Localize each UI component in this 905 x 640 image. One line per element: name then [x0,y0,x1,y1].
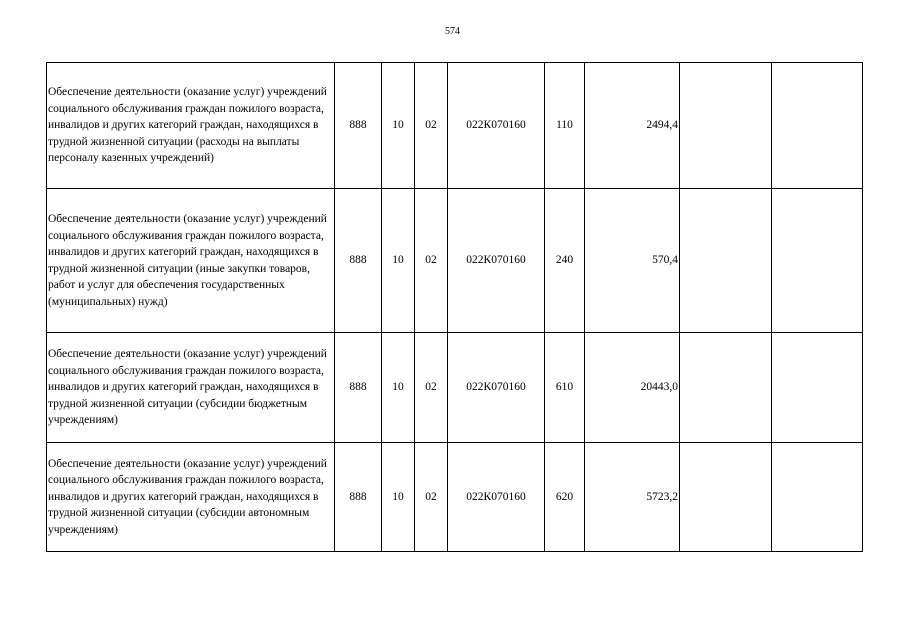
target-article-cell: 022К070160 [448,333,545,443]
target-article-cell: 022К070160 [448,63,545,189]
target-article-cell: 022К070160 [448,189,545,333]
subsection-code-cell: 02 [415,63,448,189]
empty-cell [772,443,863,552]
ministry-code-cell: 888 [335,63,382,189]
subsection-code-cell: 02 [415,443,448,552]
table-row [47,333,863,443]
section-code-cell: 10 [382,333,415,443]
budget-table [46,62,863,552]
expense-name-cell: Обеспечение деятельности (оказание услуг) учреждений социального обслуживания граждан пожилого возраста, инвалидов и других категорий граждан, находящихся в трудной жизненной ситуации (иные закупки товаров, работ и услуг для обеспечения государственных (муниципальных) нужд) [47,189,335,333]
empty-cell [680,63,772,189]
empty-cell [680,189,772,333]
amount-cell: 2494,4 [585,63,680,189]
expense-type-cell: 620 [545,443,585,552]
section-code-cell: 10 [382,443,415,552]
empty-cell [680,333,772,443]
expense-name-cell: Обеспечение деятельности (оказание услуг) учреждений социального обслуживания граждан пожилого возраста, инвалидов и других категорий граждан, находящихся в трудной жизненной ситуации (субсидии автономным учреждениям) [47,443,335,552]
section-code-cell: 10 [382,189,415,333]
ministry-code-cell: 888 [335,189,382,333]
empty-cell [772,333,863,443]
amount-cell: 20443,0 [585,333,680,443]
empty-cell [772,189,863,333]
amount-cell: 5723,2 [585,443,680,552]
subsection-code-cell: 02 [415,333,448,443]
page-number: 574 [445,26,460,37]
section-code-cell: 10 [382,63,415,189]
expense-type-cell: 110 [545,63,585,189]
subsection-code-cell: 02 [415,189,448,333]
target-article-cell: 022К070160 [448,443,545,552]
empty-cell [680,443,772,552]
ministry-code-cell: 888 [335,333,382,443]
expense-type-cell: 240 [545,189,585,333]
ministry-code-cell: 888 [335,443,382,552]
expense-name-cell: Обеспечение деятельности (оказание услуг) учреждений социального обслуживания граждан пожилого возраста, инвалидов и других категорий граждан, находящихся в трудной жизненной ситуации (расходы на выплаты персоналу казенных учреждений) [47,63,335,189]
table-row [47,443,863,552]
expense-name-cell: Обеспечение деятельности (оказание услуг) учреждений социального обслуживания граждан пожилого возраста, инвалидов и других категорий граждан, находящихся в трудной жизненной ситуации (субсидии бюджетным учреждениям) [47,333,335,443]
table-row [47,63,863,189]
empty-cell [772,63,863,189]
expense-type-cell: 610 [545,333,585,443]
table-row [47,189,863,333]
amount-cell: 570,4 [585,189,680,333]
